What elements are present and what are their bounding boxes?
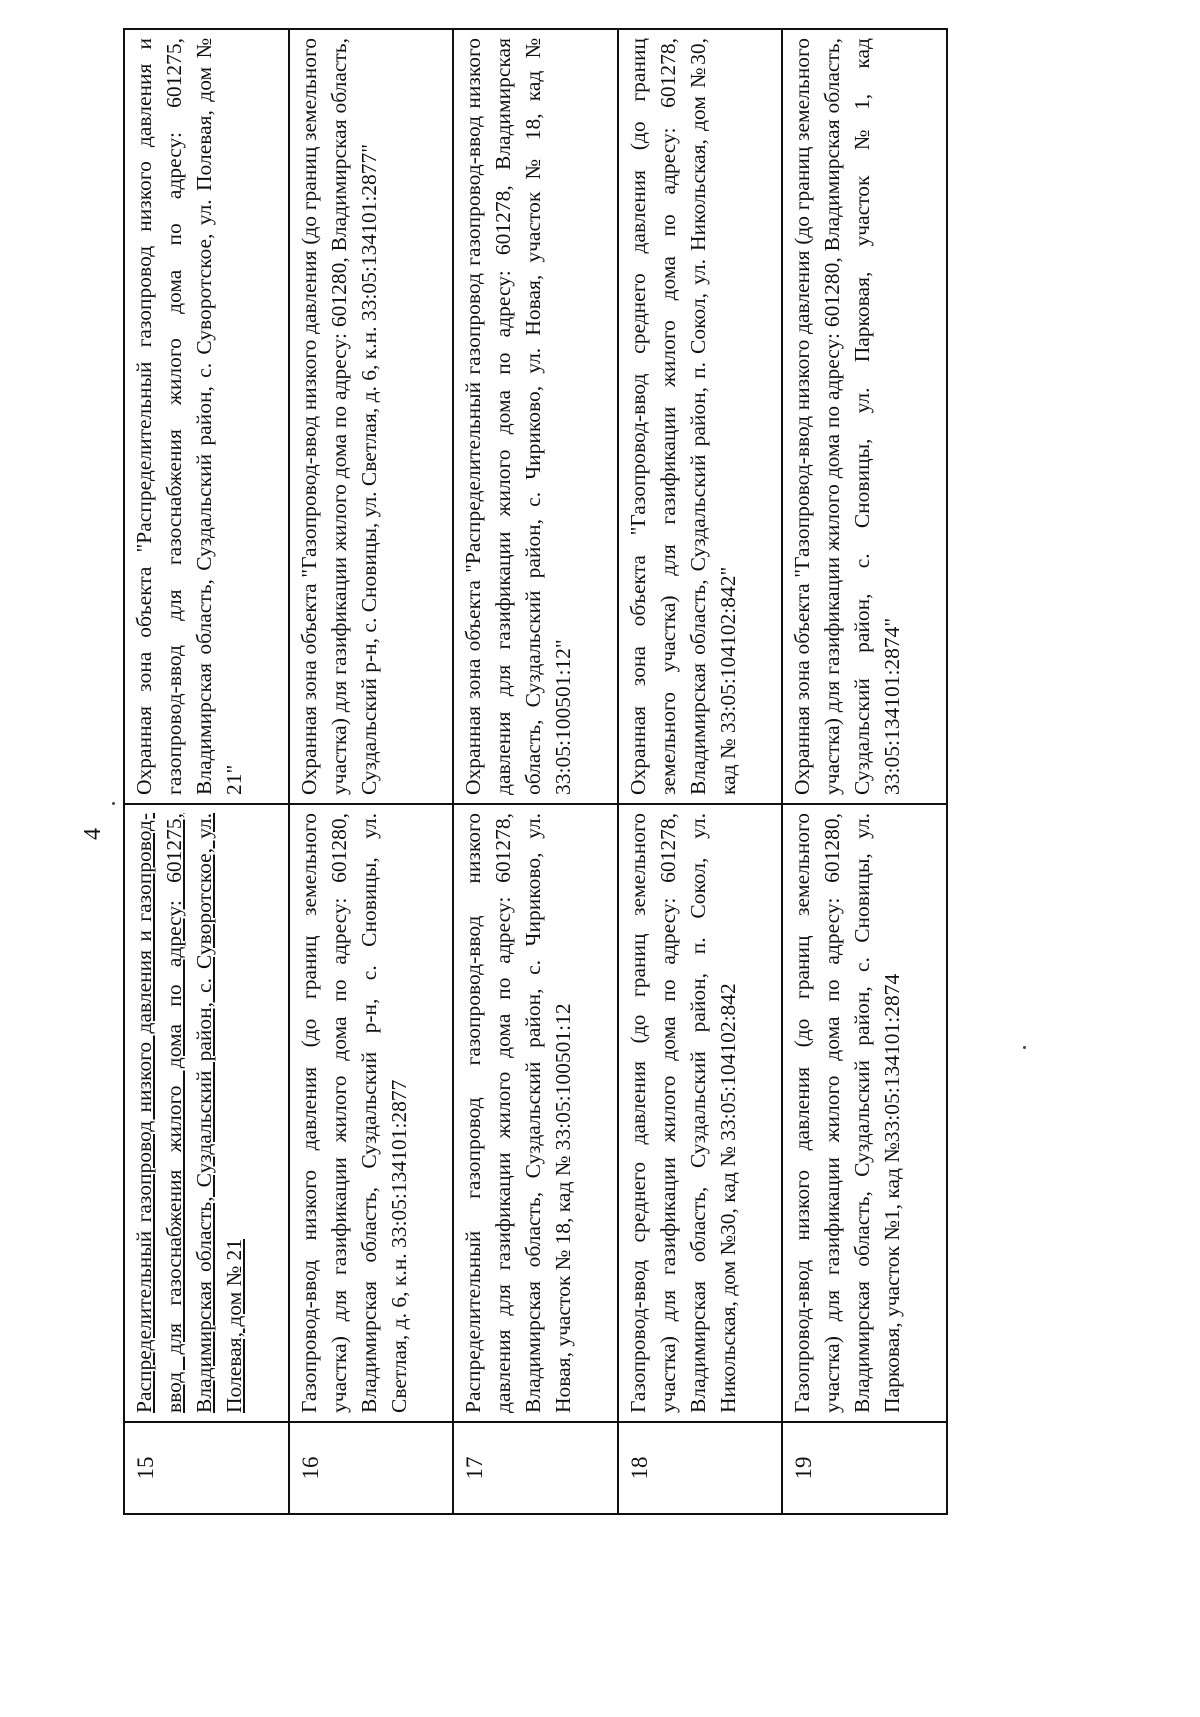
row-number: 17	[453, 1422, 618, 1514]
rotated-table-wrapper	[123, 30, 948, 1515]
protection-zone-description: Охранная зона объекта "Распределительный газопровод низкого давления и газопровод-ввод для газоснабжения жилого дома по адресу: 601275, Владимирская область, Суздальский район, с. Суворотское, ул. Полевая, дом № 21"	[124, 29, 289, 804]
table-row	[618, 29, 783, 1514]
object-description: Распределительный газопровод газопровод-ввод низкого давления для газификации жилого дома по адресу: 601278, Владимирская область, Суздальский район, с. Чириково, ул. Новая, участок № 18, кад № 33:05:100501:12	[453, 804, 618, 1422]
protection-zone-description: Охранная зона объекта "Распределительный газопровод газопровод-ввод низкого давления для газификации жилого дома по адресу: 601278, Владимирская область, Суздальский район, с. Чириково, ул. Новая, участок № 18, кад № 33:05:100501:12"	[453, 29, 618, 804]
row-number: 18	[618, 1422, 783, 1514]
protection-zone-description: Охранная зона объекта "Газопровод-ввод среднего давления (до границ земельного участка) для газификации жилого дома по адресу: 601278, Владимирская область, Суздальский район, п. Сокол, ул. Никольская, дом №30, кад № 33:05:104102:842"	[618, 29, 783, 804]
row-number: 19	[782, 1422, 947, 1514]
table-row	[782, 29, 947, 1514]
scan-dot	[1023, 1046, 1026, 1049]
table-row	[453, 29, 618, 1514]
object-description: Газопровод-ввод низкого давления (до границ земельного участка) для газификации жилого дома по адресу: 601280, Владимирская область, Суздальский район, с. Сновицы, ул. Парковая, участок №1, кад №33:05:134101:2874	[782, 804, 947, 1422]
page-number: 4	[80, 828, 106, 840]
row-number: 16	[289, 1422, 454, 1514]
protection-zone-description: Охранная зона объекта "Газопровод-ввод низкого давления (до границ земельного участка) для газификации жилого дома по адресу: 601280, Владимирская область, Суздальский р-н, с. Сновицы, ул. Светлая, д. 6, к.н. 33:05:134101:2877"	[289, 29, 454, 804]
row-number: 15	[124, 1422, 289, 1514]
object-description: Газопровод-ввод среднего давления (до границ земельного участка) для газификации жилого дома по адресу: 601278, Владимирская область, Суздальский район, п. Сокол, ул. Никольская, дом №30, кад № 33:05:104102:842	[618, 804, 783, 1422]
object-description	[124, 804, 289, 1422]
scan-dot	[112, 802, 115, 805]
protection-zone-description: Охранная зона объекта "Газопровод-ввод низкого давления (до границ земельного участка) для газификации жилого дома по адресу: 601280, Владимирская область, Суздальский район, с. Сновицы, ул. Парковая, участок №1, кад 33:05:134101:2874"	[782, 29, 947, 804]
gas-pipeline-table	[123, 28, 948, 1515]
table-row	[289, 29, 454, 1514]
table-row	[124, 29, 289, 1514]
object-description-text: Распределительный газопровод низкого давления и газопровод-ввод для газоснабжения жилого дома по адресу: 601275, Владимирская область, Суздальский район, с. Суворотское, ул. Полевая, дом № 21	[132, 813, 246, 1413]
object-description: Газопровод-ввод низкого давления (до границ земельного участка) для газификации жилого дома по адресу: 601280, Владимирская область, Суздальский р-н, с. Сновицы, ул. Светлая, д. 6, к.н. 33:05:134101:2877	[289, 804, 454, 1422]
